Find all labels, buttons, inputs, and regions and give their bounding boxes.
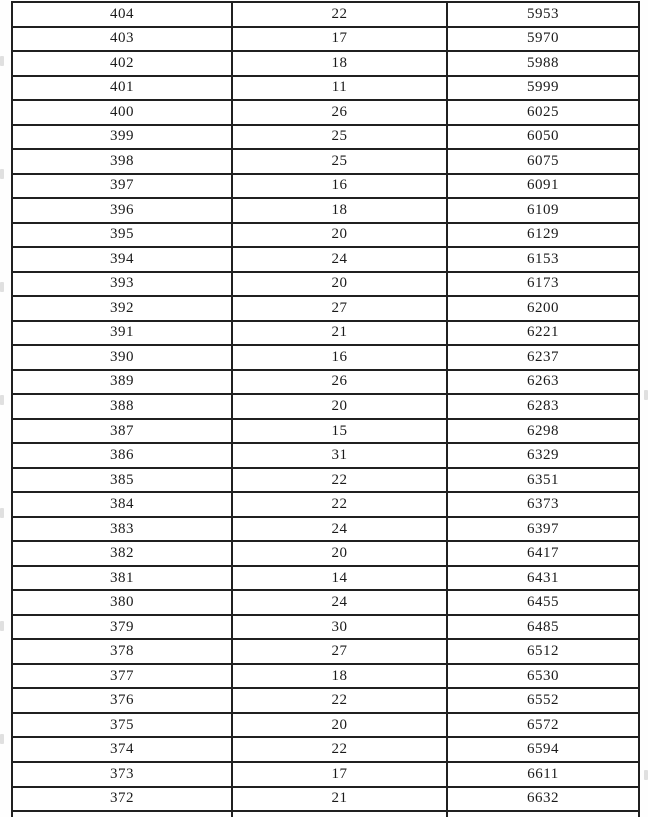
table-cell: 11 bbox=[231, 77, 446, 100]
table-row bbox=[13, 124, 638, 149]
table-divider2-continuation bbox=[446, 811, 448, 817]
table-divider1-continuation bbox=[231, 811, 233, 817]
table-cell: 6351 bbox=[446, 469, 638, 492]
table-row bbox=[13, 295, 638, 320]
table-cell: 404 bbox=[110, 5, 134, 22]
table-cell: 6173 bbox=[446, 273, 638, 296]
table-cell: 389 bbox=[110, 373, 134, 390]
scan-artifact-mark bbox=[0, 395, 4, 405]
table-cell: 394 bbox=[110, 250, 134, 267]
table-cell: 6373 bbox=[446, 493, 638, 516]
table-row bbox=[13, 687, 638, 712]
table-cell: 25 bbox=[231, 150, 446, 173]
table-row bbox=[13, 638, 638, 663]
table-row bbox=[13, 99, 638, 124]
table-row bbox=[13, 516, 638, 541]
table-row bbox=[13, 786, 638, 811]
table-cell: 398 bbox=[110, 152, 134, 169]
table-cell: 377 bbox=[110, 667, 134, 684]
table-cell: 6091 bbox=[446, 175, 638, 198]
table-cell: 6512 bbox=[446, 640, 638, 663]
table-cell: 385 bbox=[110, 471, 134, 488]
table-cell: 374 bbox=[110, 741, 134, 758]
table-cell: 392 bbox=[110, 299, 134, 316]
table-cell: 31 bbox=[231, 444, 446, 467]
table-cell: 17 bbox=[231, 28, 446, 51]
table-cell: 20 bbox=[231, 224, 446, 247]
table-cell: 6200 bbox=[446, 297, 638, 320]
table-cell: 5999 bbox=[446, 77, 638, 100]
table-cell: 378 bbox=[110, 643, 134, 660]
table-cell: 18 bbox=[231, 52, 446, 75]
table-cell: 15 bbox=[231, 420, 446, 443]
table-cell: 376 bbox=[110, 692, 134, 709]
table-cell: 20 bbox=[231, 395, 446, 418]
table-cell: 6221 bbox=[446, 322, 638, 345]
table-cell: 401 bbox=[110, 79, 134, 96]
table-row bbox=[13, 197, 638, 222]
table-left-border-continuation bbox=[11, 811, 13, 817]
table-cell: 22 bbox=[231, 738, 446, 761]
table-row bbox=[13, 369, 638, 394]
table-row bbox=[13, 222, 638, 247]
table-cell: 395 bbox=[110, 226, 134, 243]
table-cell: 6025 bbox=[446, 101, 638, 124]
table-cell: 381 bbox=[110, 569, 134, 586]
table-cell: 6552 bbox=[446, 689, 638, 712]
table-cell: 22 bbox=[231, 3, 446, 26]
table-row bbox=[13, 761, 638, 786]
table-cell: 22 bbox=[231, 493, 446, 516]
table-row bbox=[13, 26, 638, 51]
table-cell: 27 bbox=[231, 640, 446, 663]
table-cell: 6611 bbox=[446, 763, 638, 786]
table-cell: 6050 bbox=[446, 126, 638, 149]
table-cell: 24 bbox=[231, 248, 446, 271]
table-cell: 26 bbox=[231, 101, 446, 124]
table-cell: 17 bbox=[231, 763, 446, 786]
table-row bbox=[13, 418, 638, 443]
table-cell: 399 bbox=[110, 128, 134, 145]
table-cell: 21 bbox=[231, 322, 446, 345]
table-row bbox=[13, 614, 638, 639]
table-row bbox=[13, 589, 638, 614]
table-cell: 22 bbox=[231, 469, 446, 492]
scan-artifact-mark bbox=[0, 282, 4, 292]
table-row bbox=[13, 442, 638, 467]
table-cell: 402 bbox=[110, 54, 134, 71]
table-right-border-continuation bbox=[638, 811, 640, 817]
table-cell: 383 bbox=[110, 520, 134, 537]
table-cell: 397 bbox=[110, 177, 134, 194]
table-cell: 6530 bbox=[446, 665, 638, 688]
table-cell: 6594 bbox=[446, 738, 638, 761]
table-cell: 396 bbox=[110, 201, 134, 218]
table-cell: 18 bbox=[231, 199, 446, 222]
table-row bbox=[13, 320, 638, 345]
table-cell: 400 bbox=[110, 103, 134, 120]
table-cell: 6237 bbox=[446, 346, 638, 369]
table-cell: 391 bbox=[110, 324, 134, 341]
table-row bbox=[13, 246, 638, 271]
scan-artifact-mark bbox=[0, 508, 4, 518]
table-cell: 6417 bbox=[446, 542, 638, 565]
table-cell: 384 bbox=[110, 496, 134, 513]
table-row bbox=[13, 736, 638, 761]
table-cell: 386 bbox=[110, 447, 134, 464]
table-row bbox=[13, 50, 638, 75]
table-cell: 6572 bbox=[446, 714, 638, 737]
table-cell: 379 bbox=[110, 618, 134, 635]
table-cell: 373 bbox=[110, 765, 134, 782]
table-cell: 375 bbox=[110, 716, 134, 733]
table-cell: 6485 bbox=[446, 616, 638, 639]
table-row bbox=[13, 540, 638, 565]
table-cell: 30 bbox=[231, 616, 446, 639]
table-row bbox=[13, 663, 638, 688]
table-cell: 14 bbox=[231, 567, 446, 590]
table-row bbox=[13, 173, 638, 198]
table-cell: 5970 bbox=[446, 28, 638, 51]
table-cell: 6129 bbox=[446, 224, 638, 247]
table-row bbox=[13, 467, 638, 492]
scan-artifact-mark bbox=[0, 169, 4, 179]
data-table bbox=[11, 1, 640, 812]
table-cell: 387 bbox=[110, 422, 134, 439]
table-cell: 20 bbox=[231, 273, 446, 296]
table-row bbox=[13, 393, 638, 418]
table-cell: 6075 bbox=[446, 150, 638, 173]
table-cell: 6153 bbox=[446, 248, 638, 271]
table-cell: 6397 bbox=[446, 518, 638, 541]
table-cell: 5988 bbox=[446, 52, 638, 75]
table-cell: 6109 bbox=[446, 199, 638, 222]
table-cell: 372 bbox=[110, 790, 134, 807]
table-cell: 16 bbox=[231, 346, 446, 369]
scan-artifact-mark bbox=[0, 621, 4, 631]
table-cell: 390 bbox=[110, 348, 134, 365]
table-cell: 6298 bbox=[446, 420, 638, 443]
table-cell: 6632 bbox=[446, 788, 638, 811]
scan-artifact-mark bbox=[0, 734, 4, 744]
table-cell: 16 bbox=[231, 175, 446, 198]
table-cell: 6431 bbox=[446, 567, 638, 590]
table-cell: 5953 bbox=[446, 3, 638, 26]
scan-artifact-mark bbox=[0, 56, 4, 66]
table-cell: 22 bbox=[231, 689, 446, 712]
table-row bbox=[13, 565, 638, 590]
table-cell: 24 bbox=[231, 518, 446, 541]
table-cell: 25 bbox=[231, 126, 446, 149]
table-row bbox=[13, 148, 638, 173]
scan-artifact-mark bbox=[644, 390, 648, 400]
table-cell: 20 bbox=[231, 714, 446, 737]
table-cell: 6263 bbox=[446, 371, 638, 394]
table-cell: 20 bbox=[231, 542, 446, 565]
table-cell: 27 bbox=[231, 297, 446, 320]
table-row bbox=[13, 271, 638, 296]
table-cell: 6455 bbox=[446, 591, 638, 614]
scan-artifact-mark bbox=[644, 770, 648, 780]
table-cell: 403 bbox=[110, 30, 134, 47]
table-cell: 21 bbox=[231, 788, 446, 811]
table-row bbox=[13, 3, 638, 26]
table-cell: 24 bbox=[231, 591, 446, 614]
table-row bbox=[13, 712, 638, 737]
table-cell: 382 bbox=[110, 545, 134, 562]
table-cell: 380 bbox=[110, 594, 134, 611]
table-row bbox=[13, 491, 638, 516]
table-cell: 26 bbox=[231, 371, 446, 394]
table-cell: 393 bbox=[110, 275, 134, 292]
table-cell: 388 bbox=[110, 398, 134, 414]
table-row bbox=[13, 75, 638, 100]
table-cell: 6329 bbox=[446, 444, 638, 467]
table-cell: 6283 bbox=[446, 395, 638, 418]
table-cell: 18 bbox=[231, 665, 446, 688]
table-row bbox=[13, 344, 638, 369]
